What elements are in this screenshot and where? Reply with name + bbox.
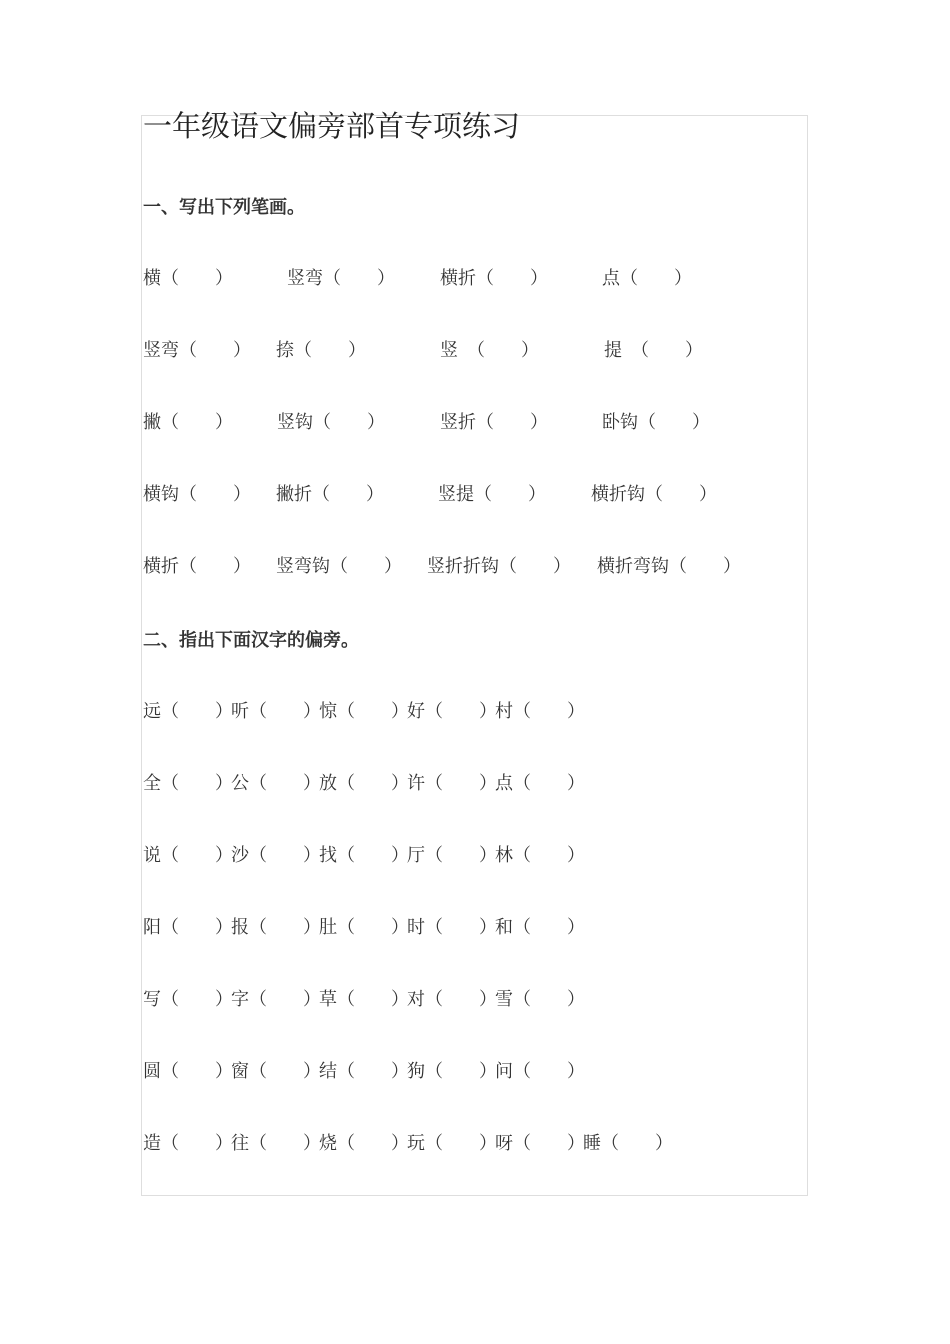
radical-item[interactable]: 窗（ ） xyxy=(231,1061,321,1082)
radical-item[interactable]: 睡（ ） xyxy=(583,1133,673,1154)
stroke-item[interactable]: 竖提（ ） xyxy=(438,484,546,505)
radical-item[interactable]: 远（ ） xyxy=(143,701,233,722)
radical-item[interactable]: 沙（ ） xyxy=(231,845,321,866)
radical-item[interactable]: 报（ ） xyxy=(231,917,321,938)
radical-item[interactable]: 和（ ） xyxy=(495,917,585,938)
stroke-item[interactable]: 竖弯（ ） xyxy=(143,340,251,361)
section-1-heading: 一、写出下列笔画。 xyxy=(143,197,305,218)
radical-item[interactable]: 对（ ） xyxy=(407,989,497,1010)
stroke-item[interactable]: 竖弯钩（ ） xyxy=(276,556,402,577)
stroke-item[interactable]: 竖弯（ ） xyxy=(287,268,395,289)
stroke-item[interactable]: 横折（ ） xyxy=(143,556,251,577)
page-title: 一年级语文偏旁部首专项练习 xyxy=(143,109,521,143)
radical-item[interactable]: 玩（ ） xyxy=(407,1133,497,1154)
stroke-row-1 xyxy=(143,265,803,293)
stroke-item[interactable]: 点（ ） xyxy=(602,268,692,289)
radical-item[interactable]: 林（ ） xyxy=(495,845,585,866)
radical-row-4 xyxy=(143,914,803,942)
stroke-item[interactable]: 横折（ ） xyxy=(440,268,548,289)
section-2-heading: 二、指出下面汉字的偏旁。 xyxy=(143,630,359,651)
radical-item[interactable]: 好（ ） xyxy=(407,701,497,722)
radical-item[interactable]: 草（ ） xyxy=(319,989,409,1010)
stroke-item[interactable]: 横（ ） xyxy=(143,268,233,289)
stroke-item[interactable]: 卧钩（ ） xyxy=(602,412,710,433)
stroke-item[interactable]: 横钩（ ） xyxy=(143,484,251,505)
stroke-item[interactable]: 竖 （ ） xyxy=(440,340,539,361)
stroke-item[interactable]: 捺（ ） xyxy=(276,340,366,361)
radical-row-2 xyxy=(143,770,803,798)
stroke-item[interactable]: 横折钩（ ） xyxy=(591,484,717,505)
radical-item[interactable]: 公（ ） xyxy=(231,773,321,794)
radical-item[interactable]: 厅（ ） xyxy=(407,845,497,866)
radical-row-7 xyxy=(143,1130,803,1158)
radical-item[interactable]: 时（ ） xyxy=(407,917,497,938)
radical-item[interactable]: 放（ ） xyxy=(319,773,409,794)
stroke-item[interactable]: 竖折（ ） xyxy=(440,412,548,433)
stroke-item[interactable]: 竖钩（ ） xyxy=(277,412,385,433)
radical-item[interactable]: 许（ ） xyxy=(407,773,497,794)
radical-row-3 xyxy=(143,842,803,870)
stroke-item[interactable]: 撇（ ） xyxy=(143,412,233,433)
radical-row-5 xyxy=(143,986,803,1014)
stroke-item[interactable]: 撇折（ ） xyxy=(276,484,384,505)
radical-item[interactable]: 阳（ ） xyxy=(143,917,233,938)
radical-item[interactable]: 惊（ ） xyxy=(319,701,409,722)
stroke-row-4 xyxy=(143,481,803,509)
radical-item[interactable]: 村（ ） xyxy=(495,701,585,722)
radical-item[interactable]: 往（ ） xyxy=(231,1133,321,1154)
radical-item[interactable]: 肚（ ） xyxy=(319,917,409,938)
radical-item[interactable]: 雪（ ） xyxy=(495,989,585,1010)
radical-item[interactable]: 造（ ） xyxy=(143,1133,233,1154)
radical-item[interactable]: 说（ ） xyxy=(143,845,233,866)
stroke-row-5 xyxy=(143,553,803,581)
radical-item[interactable]: 字（ ） xyxy=(231,989,321,1010)
radical-item[interactable]: 结（ ） xyxy=(319,1061,409,1082)
radical-row-1 xyxy=(143,698,803,726)
stroke-item[interactable]: 横折弯钩（ ） xyxy=(597,556,741,577)
stroke-item[interactable]: 竖折折钩（ ） xyxy=(427,556,571,577)
radical-item[interactable]: 点（ ） xyxy=(495,773,585,794)
radical-item[interactable]: 圆（ ） xyxy=(143,1061,233,1082)
radical-item[interactable]: 全（ ） xyxy=(143,773,233,794)
radical-item[interactable]: 呀（ ） xyxy=(495,1133,585,1154)
radical-row-6 xyxy=(143,1058,803,1086)
stroke-item[interactable]: 提 （ ） xyxy=(604,340,703,361)
radical-item[interactable]: 狗（ ） xyxy=(407,1061,497,1082)
radical-item[interactable]: 写（ ） xyxy=(143,989,233,1010)
radical-item[interactable]: 听（ ） xyxy=(231,701,321,722)
radical-item[interactable]: 找（ ） xyxy=(319,845,409,866)
stroke-row-3 xyxy=(143,409,803,437)
stroke-row-2 xyxy=(143,337,803,365)
radical-item[interactable]: 问（ ） xyxy=(495,1061,585,1082)
radical-item[interactable]: 烧（ ） xyxy=(319,1133,409,1154)
